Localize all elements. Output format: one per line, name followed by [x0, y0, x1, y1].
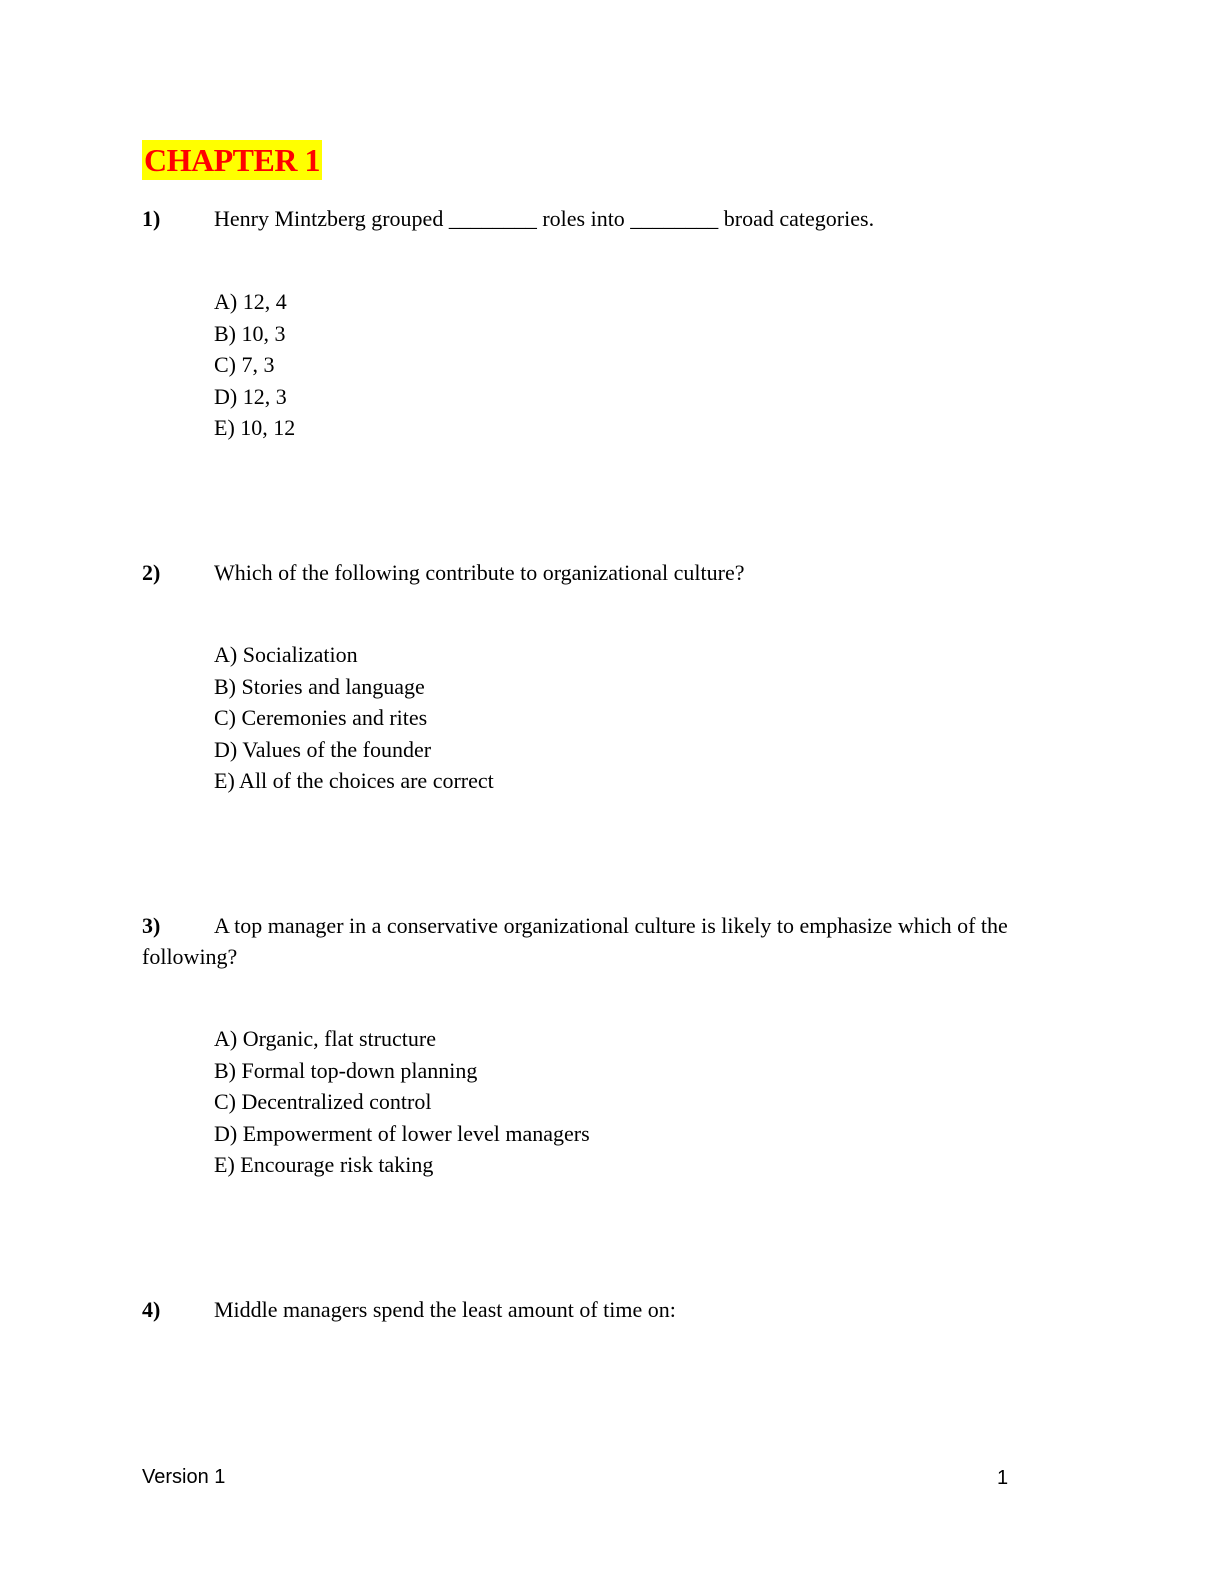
choice-c: C) Decentralized control [214, 1089, 432, 1114]
choice-d: D) 12, 3 [214, 383, 287, 409]
choice-b: B) Formal top-down planning [214, 1057, 478, 1083]
choice-e: E) 10, 12 [214, 415, 296, 440]
question-3 [142, 910, 1062, 972]
choice-b: B) 10, 3 [214, 320, 286, 346]
question-number: 4) [142, 1297, 161, 1322]
chapter-title: CHAPTER 1 [144, 142, 320, 178]
question-text: Middle managers spend the least amount of time on: [214, 1297, 676, 1322]
footer-version: Version 1 [142, 1466, 226, 1488]
question-number: 3) [142, 913, 161, 938]
answer-choices-1 [214, 286, 295, 444]
choice-a: A) 12, 4 [214, 289, 287, 314]
choice-d: D) Empowerment of lower level managers [214, 1120, 590, 1146]
answer-choices-2 [214, 639, 494, 797]
question-text: A top manager in a conservative organizational culture is likely to emphasize which of the following? [142, 913, 1008, 969]
question-2 [142, 557, 1062, 588]
choice-d: D) Values of the founder [214, 736, 432, 762]
choice-c: C) 7, 3 [214, 352, 275, 377]
answer-choices-3 [214, 1023, 590, 1181]
question-number: 2) [142, 560, 161, 585]
choice-e: E) All of the choices are correct [214, 768, 494, 793]
choice-b: B) Stories and language [214, 673, 425, 699]
footer-page-number: 1 [997, 1467, 1009, 1489]
choice-c: C) Ceremonies and rites [214, 705, 428, 730]
question-number: 1) [142, 206, 161, 231]
question-text: Which of the following contribute to organizational culture? [214, 560, 745, 585]
question-1 [142, 203, 1062, 234]
question-4 [142, 1294, 1062, 1325]
question-text: Henry Mintzberg grouped ________ roles into ________ broad categories. [214, 206, 875, 231]
choice-a: A) Socialization [214, 642, 358, 667]
choice-e: E) Encourage risk taking [214, 1152, 434, 1177]
choice-a: A) Organic, flat structure [214, 1026, 436, 1051]
